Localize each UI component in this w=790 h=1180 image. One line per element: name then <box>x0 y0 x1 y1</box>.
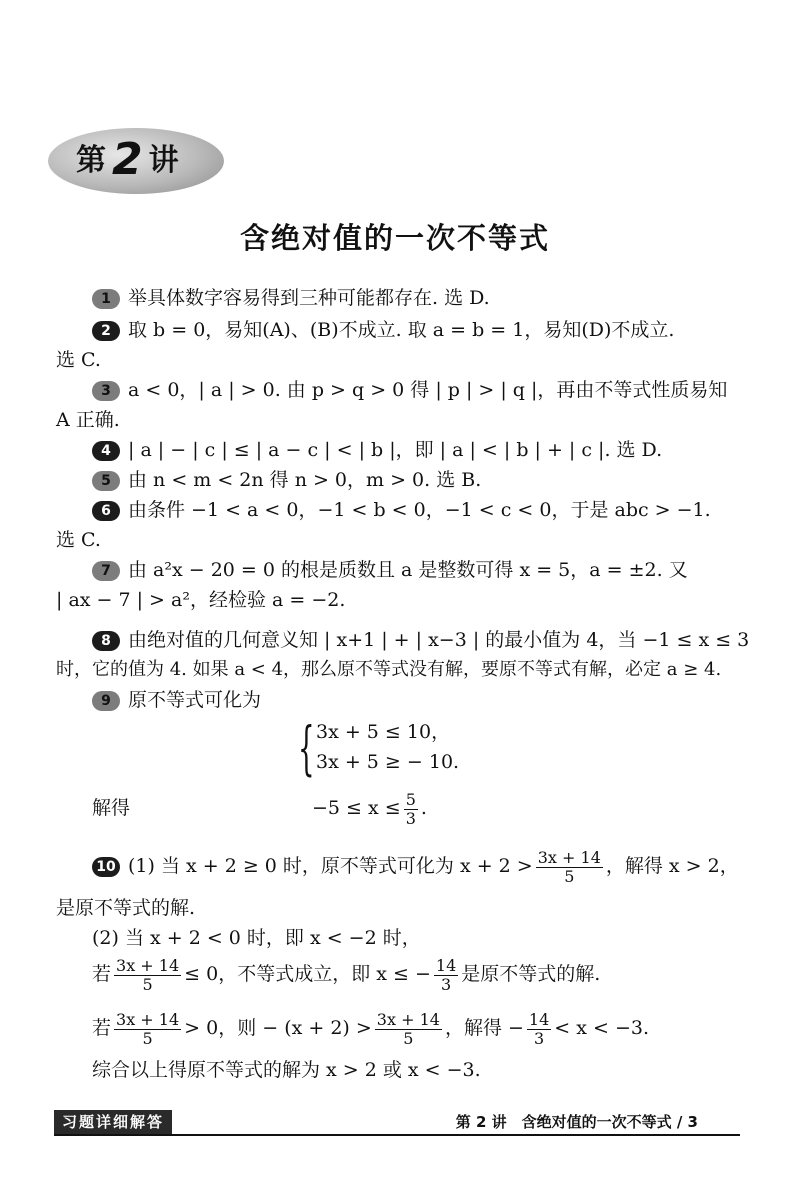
answer-number-badge: 6 <box>92 501 120 521</box>
answer-text: 由 n < m < 2n 得 n > 0，m > 0. 选 B. <box>128 469 482 491</box>
fraction-denominator: 5 <box>142 974 153 994</box>
result-end: . <box>420 797 427 819</box>
answer-3 <box>92 378 727 402</box>
system-line-1: 3x + 5 ≤ 10， <box>316 721 451 743</box>
answer-number-badge: 2 <box>92 321 120 341</box>
answer-number-badge: 8 <box>92 631 120 651</box>
answer-8-continued: 时，它的值为 4. 如果 a < 4，那么原不等式没有解，要原不等式有解，必定 a ≥ 4. <box>56 659 722 680</box>
answer-7 <box>92 558 688 582</box>
answer-2-continued: 选 C. <box>56 349 101 371</box>
fraction-numerator: 14 <box>528 1009 550 1029</box>
q10-text: 若 <box>92 1017 112 1039</box>
q10-text: ≤ 0，不等式成立，即 x ≤ − <box>184 963 431 985</box>
q10-text: ，解得 x > 2， <box>605 855 739 877</box>
fraction-numerator: 3x + 14 <box>376 1009 440 1029</box>
answer-text: | a | − | c | ≤ | a − c | < | b |，即 | a | < | b | + | c |. 选 D. <box>128 439 663 461</box>
fraction-denominator: 5 <box>403 1028 414 1048</box>
answer-number-badge: 3 <box>92 381 120 401</box>
footer-running-title: 第 2 讲 含绝对值的一次不等式 / 3 <box>455 1113 698 1131</box>
solve-label: 解得 <box>92 797 131 819</box>
q10-text: < x < −3. <box>554 1017 649 1039</box>
answer-text: 原不等式可化为 <box>128 689 262 711</box>
fraction <box>375 1011 442 1048</box>
answer-5 <box>92 468 481 492</box>
answer-number-badge: 7 <box>92 561 120 581</box>
answer-2 <box>92 318 674 342</box>
answer-number-badge: 5 <box>92 471 120 491</box>
answer-text: 由绝对值的几何意义知 | x+1 | + | x−3 | 的最小值为 4，当 −1 ≤ x ≤ 3 <box>128 629 750 651</box>
answer-10-line-1 <box>92 844 739 888</box>
fraction <box>434 957 458 994</box>
answer-text: a < 0，| a | > 0. 由 p > q > 0 得 | p | > | q |，再由不等式性质易知 <box>128 379 728 401</box>
answer-8 <box>92 628 749 652</box>
q10-text: ，解得 − <box>444 1017 524 1039</box>
footer-rule <box>54 1134 740 1136</box>
fraction-numerator: 14 <box>435 955 457 975</box>
answer-3-continued: A 正确. <box>56 409 120 431</box>
answer-number-badge: 10 <box>92 857 120 877</box>
answer-1 <box>92 286 490 310</box>
badge-suffix: 讲 <box>148 143 179 178</box>
fraction-numerator: 3x + 14 <box>116 955 180 975</box>
fraction-denominator: 3 <box>405 808 416 828</box>
answer-number-badge: 4 <box>92 441 120 461</box>
badge-prefix: 第 <box>76 143 106 178</box>
page-title: 含绝对值的一次不等式 <box>239 221 550 255</box>
fraction-denominator: 3 <box>440 974 452 994</box>
badge-number: 2 <box>112 134 143 185</box>
result-left: −5 ≤ x ≤ <box>312 797 401 819</box>
fraction-denominator: 5 <box>142 1028 153 1048</box>
answer-text: 取 b = 0，易知(A)、(B)不成立. 取 a = b = 1，易知(D)不成立. <box>128 319 675 341</box>
answer-number-badge: 9 <box>92 691 120 711</box>
answer-text: 由条件 −1 < a < 0，−1 < b < 0，−1 < c < 0，于是 abc > −1. <box>128 499 711 521</box>
answer-number-badge: 1 <box>92 289 120 309</box>
answer-9 <box>92 688 261 712</box>
fraction-5-3 <box>404 791 418 828</box>
answer-6 <box>92 498 711 522</box>
q10-text: (1) 当 x + 2 ≥ 0 时，原不等式可化为 x + 2 > <box>128 855 533 877</box>
footer-section-label: 习题详细解答 <box>54 1110 172 1134</box>
fraction <box>536 849 603 886</box>
fraction-numerator: 5 <box>405 789 416 809</box>
fraction <box>114 1011 181 1048</box>
answer-7-continued: | ax − 7 | > a²，经检验 a = −2. <box>56 589 346 611</box>
fraction <box>114 957 181 994</box>
badge-text <box>76 134 179 185</box>
q10-text: > 0，则 − (x + 2) > <box>184 1017 372 1039</box>
q10-text: 若 <box>92 963 112 985</box>
answer-6-continued: 选 C. <box>56 529 101 551</box>
solve-result <box>312 786 427 830</box>
fraction <box>527 1011 551 1048</box>
answer-4 <box>92 438 662 462</box>
answer-10-line-2: 是原不等式的解. <box>56 897 196 919</box>
answer-10-line-6: 综合以上得原不等式的解为 x > 2 或 x < −3. <box>92 1059 481 1081</box>
answer-text: 由 a²x − 20 = 0 的根是质数且 a 是整数可得 x = 5，a = ±2. 又 <box>128 559 688 581</box>
lecture-badge <box>48 128 224 194</box>
fraction-numerator: 3x + 14 <box>116 1009 180 1029</box>
fraction-denominator: 5 <box>564 866 575 886</box>
fraction-denominator: 3 <box>533 1028 545 1048</box>
system-line-2: 3x + 5 ≥ − 10. <box>316 751 460 773</box>
system-brace: { <box>298 714 315 782</box>
q10-text: 是原不等式的解. <box>461 963 601 985</box>
answer-10-line-5 <box>92 1006 649 1050</box>
answer-text: 举具体数字容易得到三种可能都存在. 选 D. <box>128 287 490 309</box>
answer-10-line-3: (2) 当 x + 2 < 0 时，即 x < −2 时， <box>92 927 421 949</box>
fraction-numerator: 3x + 14 <box>537 847 601 867</box>
answer-10-line-4 <box>92 952 600 996</box>
